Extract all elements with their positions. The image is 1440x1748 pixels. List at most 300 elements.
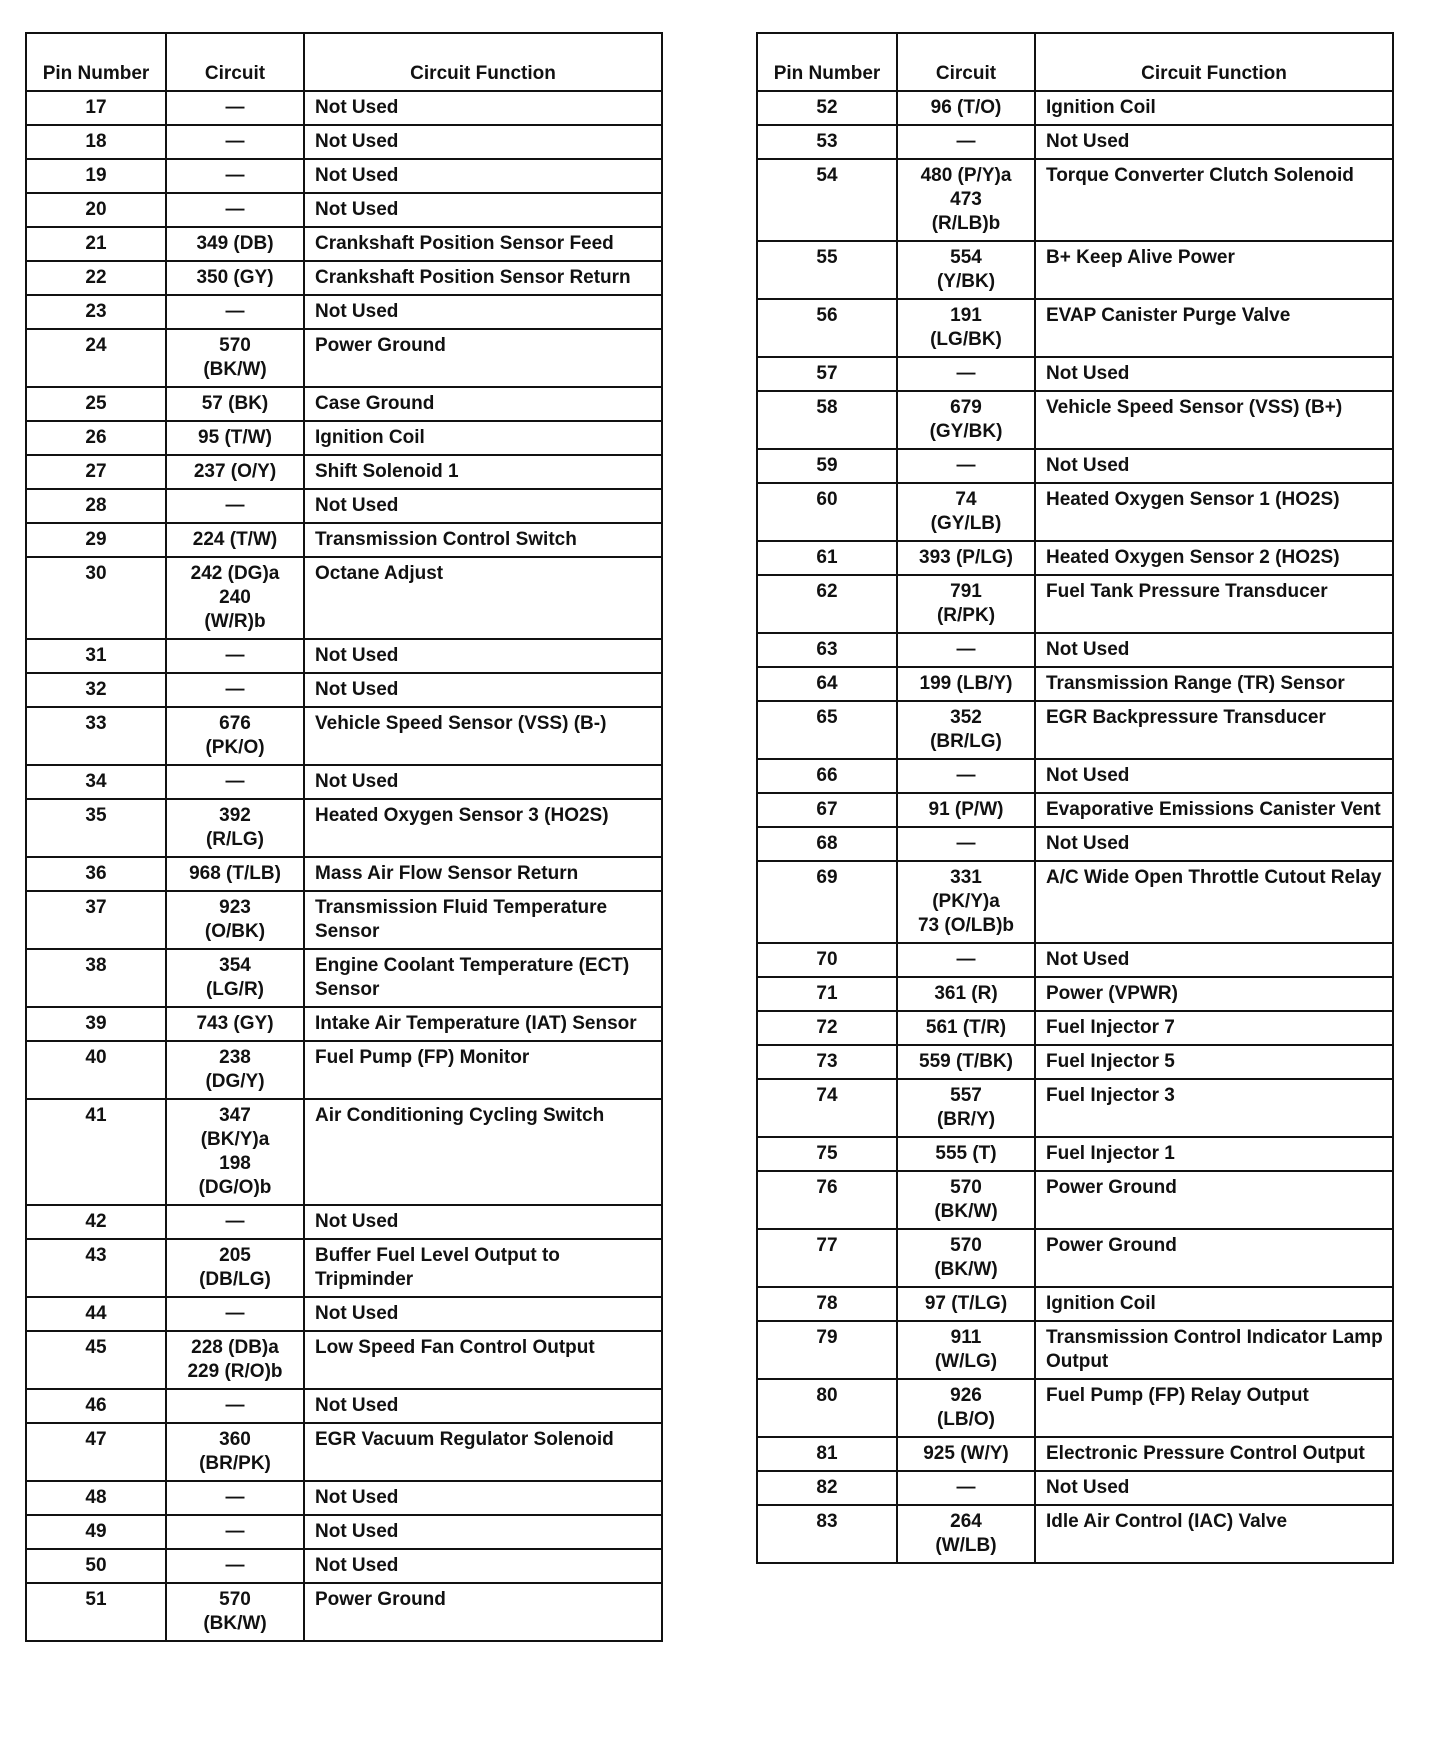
circuit-line: 73 (O/LB)b: [917, 915, 1015, 936]
pin-number-cell: 24: [26, 329, 166, 387]
circuit-function-cell: Octane Adjust: [304, 557, 662, 639]
circuit-line: 679: [950, 397, 982, 418]
table-row: [757, 759, 1393, 793]
circuit-line: 392: [219, 805, 251, 826]
circuit-function-cell: Fuel Injector 3: [1035, 1079, 1393, 1137]
table-row: [757, 1171, 1393, 1229]
circuit-line: 791: [950, 581, 982, 602]
circuit-cell: [897, 159, 1035, 241]
circuit-cell: [166, 949, 304, 1007]
table-row: [757, 1471, 1393, 1505]
header-circuit: Circuit: [897, 33, 1035, 91]
table-row: [26, 949, 662, 1007]
circuit-function-cell: Power Ground: [1035, 1171, 1393, 1229]
table-row: [26, 1205, 662, 1239]
circuit-cell: [166, 1041, 304, 1099]
header-circuit-function: Circuit Function: [1035, 33, 1393, 91]
pin-number-cell: 28: [26, 489, 166, 523]
pin-number-cell: 29: [26, 523, 166, 557]
circuit-line: 968 (T/LB): [189, 863, 281, 884]
table-row: [26, 1099, 662, 1205]
circuit-cell: [166, 295, 304, 329]
pin-number-cell: 26: [26, 421, 166, 455]
circuit-function-cell: Ignition Coil: [304, 421, 662, 455]
circuit-cell: [166, 523, 304, 557]
circuit-cell: [166, 1423, 304, 1481]
circuit-function-cell: Ignition Coil: [1035, 1287, 1393, 1321]
circuit-cell: [897, 391, 1035, 449]
circuit-function-cell: Not Used: [1035, 827, 1393, 861]
circuit-cell: [897, 299, 1035, 357]
pin-number-cell: 72: [757, 1011, 897, 1045]
circuit-line: 264: [950, 1511, 982, 1532]
table-row: [757, 125, 1393, 159]
pin-number-cell: 62: [757, 575, 897, 633]
pin-number-cell: 37: [26, 891, 166, 949]
pin-number-cell: 63: [757, 633, 897, 667]
pin-number-cell: 20: [26, 193, 166, 227]
circuit-cell: [897, 1287, 1035, 1321]
circuit-line: (PK/Y)a: [932, 891, 1000, 912]
circuit-cell: [166, 557, 304, 639]
circuit-cell: [897, 357, 1035, 391]
circuit-line: (BK/W): [934, 1259, 998, 1280]
pin-number-cell: 18: [26, 125, 166, 159]
table-row: [757, 1379, 1393, 1437]
circuit-line: 557: [950, 1085, 982, 1106]
circuit-cell: [897, 125, 1035, 159]
pin-number-cell: 42: [26, 1205, 166, 1239]
circuit-function-cell: Not Used: [304, 1481, 662, 1515]
circuit-line: 360: [219, 1429, 251, 1450]
table-row: [26, 421, 662, 455]
circuit-cell: [897, 91, 1035, 125]
circuit-function-cell: Heated Oxygen Sensor 3 (HO2S): [304, 799, 662, 857]
pin-number-cell: 79: [757, 1321, 897, 1379]
table-row: [757, 861, 1393, 943]
circuit-line: 91 (P/W): [928, 799, 1004, 820]
circuit-cell: [897, 701, 1035, 759]
circuit-cell: [897, 1471, 1035, 1505]
pin-number-cell: 44: [26, 1297, 166, 1331]
circuit-line: —: [225, 301, 245, 322]
circuit-function-cell: Not Used: [304, 1515, 662, 1549]
table-row: [757, 793, 1393, 827]
circuit-function-cell: Power Ground: [304, 1583, 662, 1641]
circuit-function-cell: Power Ground: [1035, 1229, 1393, 1287]
circuit-line: —: [225, 165, 245, 186]
circuit-line: 242 (DG)a: [190, 563, 280, 584]
circuit-cell: [897, 575, 1035, 633]
table-row: [26, 91, 662, 125]
table-row: [26, 1423, 662, 1481]
circuit-function-cell: Power (VPWR): [1035, 977, 1393, 1011]
circuit-line: 923: [219, 897, 251, 918]
circuit-function-cell: Evaporative Emissions Canister Vent: [1035, 793, 1393, 827]
circuit-line: 393 (P/LG): [919, 547, 1013, 568]
pin-number-cell: 69: [757, 861, 897, 943]
pin-number-cell: 45: [26, 1331, 166, 1389]
header-pin-number: Pin Number: [26, 33, 166, 91]
circuit-cell: [897, 449, 1035, 483]
circuit-function-cell: Not Used: [1035, 759, 1393, 793]
circuit-function-cell: Heated Oxygen Sensor 2 (HO2S): [1035, 541, 1393, 575]
circuit-line: —: [225, 1211, 245, 1232]
pin-number-cell: 56: [757, 299, 897, 357]
circuit-line: 224 (T/W): [192, 529, 278, 550]
circuit-line: (LB/O): [936, 1409, 996, 1430]
table-row: [757, 449, 1393, 483]
pin-number-cell: 35: [26, 799, 166, 857]
circuit-cell: [897, 1079, 1035, 1137]
circuit-cell: [897, 1505, 1035, 1563]
circuit-cell: [897, 1379, 1035, 1437]
table-row: [26, 455, 662, 489]
circuit-line: (BR/Y): [936, 1109, 996, 1130]
pin-number-cell: 33: [26, 707, 166, 765]
circuit-cell: [166, 489, 304, 523]
circuit-line: 237 (O/Y): [193, 461, 277, 482]
circuit-function-cell: Transmission Fluid Temperature Sensor: [304, 891, 662, 949]
circuit-cell: [897, 633, 1035, 667]
pin-number-cell: 41: [26, 1099, 166, 1205]
circuit-cell: [166, 329, 304, 387]
circuit-function-cell: Not Used: [304, 91, 662, 125]
circuit-function-cell: EGR Vacuum Regulator Solenoid: [304, 1423, 662, 1481]
table-row: [757, 1045, 1393, 1079]
circuit-line: —: [225, 1521, 245, 1542]
pin-number-cell: 32: [26, 673, 166, 707]
circuit-line: 97 (T/LG): [924, 1293, 1008, 1314]
circuit-cell: [897, 861, 1035, 943]
circuit-line: 350 (GY): [196, 267, 274, 288]
table-row: [26, 707, 662, 765]
circuit-line: —: [225, 97, 245, 118]
circuit-function-cell: Torque Converter Clutch Solenoid: [1035, 159, 1393, 241]
table-row: [757, 943, 1393, 977]
table-row: [757, 483, 1393, 541]
circuit-cell: [166, 421, 304, 455]
circuit-cell: [897, 1229, 1035, 1287]
circuit-cell: [897, 943, 1035, 977]
circuit-function-cell: Transmission Control Switch: [304, 523, 662, 557]
table-row: [26, 765, 662, 799]
table-row: [757, 1287, 1393, 1321]
circuit-cell: [897, 1321, 1035, 1379]
table-row: [26, 639, 662, 673]
circuit-cell: [166, 1297, 304, 1331]
table-row: [757, 391, 1393, 449]
circuit-line: —: [225, 1555, 245, 1576]
circuit-function-cell: Fuel Injector 1: [1035, 1137, 1393, 1171]
pin-number-cell: 73: [757, 1045, 897, 1079]
pin-number-cell: 19: [26, 159, 166, 193]
circuit-line: —: [956, 639, 976, 660]
table-row: [26, 125, 662, 159]
circuit-function-cell: Idle Air Control (IAC) Valve: [1035, 1505, 1393, 1563]
circuit-line: 228 (DB)a: [191, 1337, 279, 1358]
circuit-line: 570: [950, 1177, 982, 1198]
circuit-line: (BK/W): [203, 359, 267, 380]
pin-number-cell: 65: [757, 701, 897, 759]
circuit-line: (DB/LG): [199, 1269, 271, 1290]
circuit-line: —: [225, 771, 245, 792]
circuit-cell: [166, 891, 304, 949]
circuit-line: —: [956, 765, 976, 786]
table-row: [757, 1011, 1393, 1045]
circuit-line: 74: [955, 489, 977, 510]
circuit-cell: [166, 1007, 304, 1041]
table-row: [26, 295, 662, 329]
circuit-line: (BR/LG): [930, 731, 1002, 752]
circuit-function-cell: Buffer Fuel Level Output to Tripminder: [304, 1239, 662, 1297]
circuit-line: —: [956, 131, 976, 152]
circuit-cell: [166, 1583, 304, 1641]
pin-number-cell: 52: [757, 91, 897, 125]
circuit-function-cell: Vehicle Speed Sensor (VSS) (B+): [1035, 391, 1393, 449]
circuit-function-cell: Fuel Injector 7: [1035, 1011, 1393, 1045]
circuit-line: 743 (GY): [196, 1013, 274, 1034]
circuit-line: (DG/O)b: [198, 1177, 272, 1198]
circuit-function-cell: B+ Keep Alive Power: [1035, 241, 1393, 299]
table-row: [26, 1007, 662, 1041]
pin-number-cell: 40: [26, 1041, 166, 1099]
table-row: [26, 1331, 662, 1389]
table-header-row: [26, 33, 662, 91]
circuit-line: 555 (T): [935, 1143, 997, 1164]
pin-number-cell: 78: [757, 1287, 897, 1321]
circuit-function-cell: Not Used: [1035, 633, 1393, 667]
circuit-line: —: [956, 363, 976, 384]
circuit-function-cell: A/C Wide Open Throttle Cutout Relay: [1035, 861, 1393, 943]
pin-number-cell: 74: [757, 1079, 897, 1137]
pin-number-cell: 55: [757, 241, 897, 299]
circuit-line: 676: [219, 713, 251, 734]
circuit-function-cell: Mass Air Flow Sensor Return: [304, 857, 662, 891]
table-row: [26, 1549, 662, 1583]
pin-number-cell: 60: [757, 483, 897, 541]
circuit-function-cell: Engine Coolant Temperature (ECT) Sensor: [304, 949, 662, 1007]
table-row: [26, 489, 662, 523]
circuit-cell: [166, 193, 304, 227]
circuit-function-cell: Low Speed Fan Control Output: [304, 1331, 662, 1389]
circuit-line: (W/LB): [935, 1535, 997, 1556]
pin-table-left: [25, 32, 663, 1642]
pin-number-cell: 34: [26, 765, 166, 799]
table-row: [26, 261, 662, 295]
pin-number-cell: 59: [757, 449, 897, 483]
pin-number-cell: 61: [757, 541, 897, 575]
circuit-cell: [166, 159, 304, 193]
circuit-line: —: [225, 1303, 245, 1324]
pin-number-cell: 47: [26, 1423, 166, 1481]
table-row: [26, 891, 662, 949]
pin-number-cell: 21: [26, 227, 166, 261]
circuit-line: (BR/PK): [199, 1453, 271, 1474]
circuit-cell: [166, 799, 304, 857]
circuit-cell: [166, 1205, 304, 1239]
table-row: [757, 667, 1393, 701]
circuit-line: 925 (W/Y): [923, 1443, 1009, 1464]
circuit-function-cell: EVAP Canister Purge Valve: [1035, 299, 1393, 357]
table-row: [757, 299, 1393, 357]
table-row: [26, 1515, 662, 1549]
circuit-function-cell: Not Used: [304, 1549, 662, 1583]
table-row: [26, 673, 662, 707]
circuit-cell: [897, 667, 1035, 701]
pin-number-cell: 36: [26, 857, 166, 891]
table-row: [757, 701, 1393, 759]
circuit-function-cell: Not Used: [1035, 943, 1393, 977]
circuit-line: —: [225, 645, 245, 666]
circuit-cell: [897, 1171, 1035, 1229]
circuit-function-cell: Intake Air Temperature (IAT) Sensor: [304, 1007, 662, 1041]
circuit-line: 570: [219, 335, 251, 356]
pin-number-cell: 46: [26, 1389, 166, 1423]
circuit-cell: [897, 759, 1035, 793]
circuit-cell: [166, 1515, 304, 1549]
circuit-cell: [897, 1045, 1035, 1079]
circuit-cell: [166, 455, 304, 489]
pin-number-cell: 81: [757, 1437, 897, 1471]
circuit-line: —: [956, 949, 976, 970]
circuit-function-cell: Fuel Pump (FP) Relay Output: [1035, 1379, 1393, 1437]
circuit-cell: [166, 91, 304, 125]
circuit-line: 561 (T/R): [925, 1017, 1007, 1038]
table-row: [757, 575, 1393, 633]
table-row: [26, 1389, 662, 1423]
circuit-function-cell: Not Used: [304, 1205, 662, 1239]
circuit-line: 911: [950, 1327, 982, 1348]
table-row: [26, 557, 662, 639]
circuit-line: (O/BK): [204, 921, 266, 942]
circuit-line: 199 (LB/Y): [919, 673, 1013, 694]
circuit-line: (R/PK): [936, 605, 996, 626]
header-pin-number: Pin Number: [757, 33, 897, 91]
circuit-line: 198: [219, 1153, 251, 1174]
table-row: [757, 357, 1393, 391]
pin-number-cell: 27: [26, 455, 166, 489]
table-row: [757, 159, 1393, 241]
table-row: [26, 1239, 662, 1297]
circuit-function-cell: Vehicle Speed Sensor (VSS) (B-): [304, 707, 662, 765]
pin-number-cell: 70: [757, 943, 897, 977]
circuit-line: (Y/BK): [936, 271, 996, 292]
circuit-cell: [897, 1011, 1035, 1045]
table-row: [26, 1481, 662, 1515]
circuit-cell: [897, 793, 1035, 827]
circuit-function-cell: Crankshaft Position Sensor Feed: [304, 227, 662, 261]
circuit-function-cell: Case Ground: [304, 387, 662, 421]
circuit-function-cell: EGR Backpressure Transducer: [1035, 701, 1393, 759]
circuit-line: (LG/BK): [930, 329, 1002, 350]
circuit-line: (LG/R): [205, 979, 265, 1000]
table-row: [757, 1079, 1393, 1137]
table-row: [26, 799, 662, 857]
circuit-function-cell: Not Used: [304, 193, 662, 227]
circuit-line: —: [956, 455, 976, 476]
circuit-function-cell: Fuel Pump (FP) Monitor: [304, 1041, 662, 1099]
table-row: [26, 193, 662, 227]
circuit-line: 352: [950, 707, 982, 728]
pin-number-cell: 83: [757, 1505, 897, 1563]
table-row: [757, 1437, 1393, 1471]
pin-number-cell: 57: [757, 357, 897, 391]
pin-number-cell: 80: [757, 1379, 897, 1437]
table-row: [26, 159, 662, 193]
circuit-line: 570: [219, 1589, 251, 1610]
circuit-function-cell: Not Used: [304, 1389, 662, 1423]
circuit-line: 57 (BK): [201, 393, 269, 414]
circuit-cell: [897, 241, 1035, 299]
circuit-line: 240: [219, 587, 251, 608]
circuit-cell: [166, 1481, 304, 1515]
circuit-line: —: [956, 1477, 976, 1498]
circuit-line: (R/LB)b: [931, 213, 1001, 234]
pin-number-cell: 77: [757, 1229, 897, 1287]
circuit-function-cell: Ignition Coil: [1035, 91, 1393, 125]
circuit-function-cell: Not Used: [304, 125, 662, 159]
circuit-line: (BK/W): [203, 1613, 267, 1634]
table-row: [26, 1583, 662, 1641]
circuit-function-cell: Transmission Control Indicator Lamp Output: [1035, 1321, 1393, 1379]
circuit-line: (W/R)b: [204, 611, 266, 632]
circuit-line: (W/LG): [934, 1351, 998, 1372]
circuit-function-cell: Power Ground: [304, 329, 662, 387]
circuit-cell: [897, 483, 1035, 541]
circuit-line: (DG/Y): [205, 1071, 265, 1092]
circuit-line: —: [956, 833, 976, 854]
circuit-line: (GY/LB): [930, 513, 1002, 534]
table-row: [757, 633, 1393, 667]
circuit-line: —: [225, 1395, 245, 1416]
circuit-function-cell: Transmission Range (TR) Sensor: [1035, 667, 1393, 701]
circuit-line: 191: [950, 305, 982, 326]
circuit-function-cell: Not Used: [304, 673, 662, 707]
pin-number-cell: 82: [757, 1471, 897, 1505]
circuit-line: 926: [950, 1385, 982, 1406]
circuit-function-cell: Not Used: [304, 639, 662, 673]
circuit-function-cell: Not Used: [304, 1297, 662, 1331]
circuit-line: —: [225, 679, 245, 700]
circuit-cell: [166, 673, 304, 707]
circuit-line: (R/LG): [205, 829, 265, 850]
table-row: [757, 1229, 1393, 1287]
circuit-cell: [166, 125, 304, 159]
circuit-cell: [897, 1437, 1035, 1471]
header-circuit: Circuit: [166, 33, 304, 91]
circuit-line: (PK/O): [205, 737, 265, 758]
circuit-line: 361 (R): [934, 983, 998, 1004]
circuit-function-cell: Not Used: [304, 159, 662, 193]
circuit-cell: [166, 1389, 304, 1423]
table-row: [757, 1137, 1393, 1171]
table-row: [26, 857, 662, 891]
table-row: [757, 1505, 1393, 1563]
circuit-line: 570: [950, 1235, 982, 1256]
circuit-line: 229 (R/O)b: [187, 1361, 283, 1382]
pin-number-cell: 64: [757, 667, 897, 701]
circuit-function-cell: Not Used: [1035, 449, 1393, 483]
circuit-function-cell: Not Used: [304, 765, 662, 799]
pin-number-cell: 53: [757, 125, 897, 159]
table-row: [26, 1297, 662, 1331]
circuit-line: 480 (P/Y)a: [920, 165, 1012, 186]
circuit-line: 95 (T/W): [198, 427, 272, 448]
circuit-line: 354: [219, 955, 251, 976]
circuit-line: 554: [950, 247, 982, 268]
pin-number-cell: 39: [26, 1007, 166, 1041]
